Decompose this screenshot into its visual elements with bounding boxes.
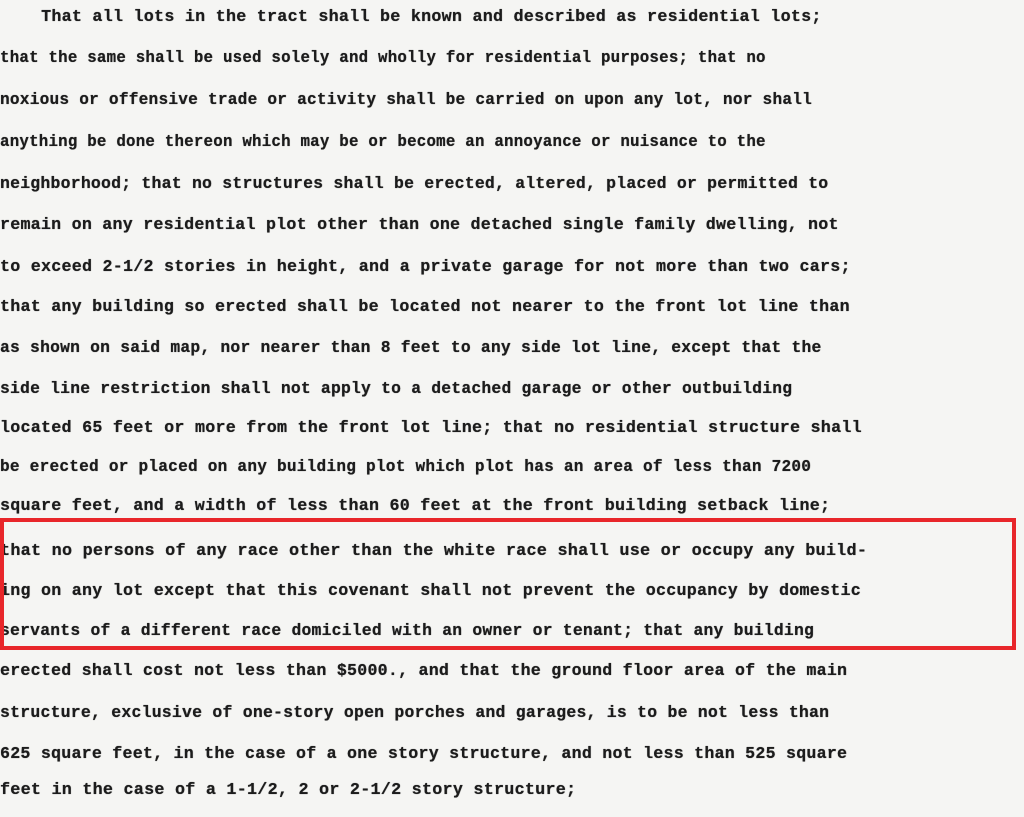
text-line: noxious or offensive trade or activity shall be carried on upon any lot, nor shall <box>0 91 813 110</box>
text-line: square feet, and a width of less than 60 feet at the front building setback line; <box>0 497 831 516</box>
text-line: anything be done thereon which may be or become an annoyance or nuisance to the <box>0 133 766 152</box>
text-line: that the same shall be used solely and wholly for residential purposes; that no <box>0 49 766 68</box>
text-line: erected shall cost not less than $5000., and that the ground floor area of the main <box>0 662 848 681</box>
text-line: structure, exclusive of one-story open porches and garages, is to be not less than <box>0 704 830 723</box>
text-line: That all lots in the tract shall be known and described as residential lots; <box>0 8 822 27</box>
text-line: 625 square feet, in the case of a one story structure, and not less than 525 square <box>0 745 848 764</box>
text-line: located 65 feet or more from the front lot line; that no residential structure shall <box>0 419 862 438</box>
text-line: be erected or placed on any building plot which plot has an area of less than 7200 <box>0 458 812 477</box>
text-line: remain on any residential plot other than one detached single family dwelling, not <box>0 216 839 235</box>
text-line: servants of a different race domiciled with an owner or tenant; that any building <box>0 622 815 641</box>
text-line: feet in the case of a 1-1/2, 2 or 2-1/2 story structure; <box>0 781 577 800</box>
text-line: that no persons of any race other than the white race shall use or occupy any build- <box>0 542 868 561</box>
text-line: ing on any lot except that this covenant shall not prevent the occupancy by domestic <box>0 582 861 601</box>
red-highlight-box <box>0 518 1016 650</box>
text-line: to exceed 2-1/2 stories in height, and a private garage for not more than two cars; <box>0 258 851 277</box>
text-line: that any building so erected shall be located not nearer to the front lot line than <box>0 298 850 317</box>
text-line: side line restriction shall not apply to a detached garage or other outbuilding <box>0 380 793 399</box>
text-line: as shown on said map, nor nearer than 8 feet to any side lot line, except that the <box>0 339 822 358</box>
text-line: neighborhood; that no structures shall be erected, altered, placed or permitted to <box>0 175 829 194</box>
